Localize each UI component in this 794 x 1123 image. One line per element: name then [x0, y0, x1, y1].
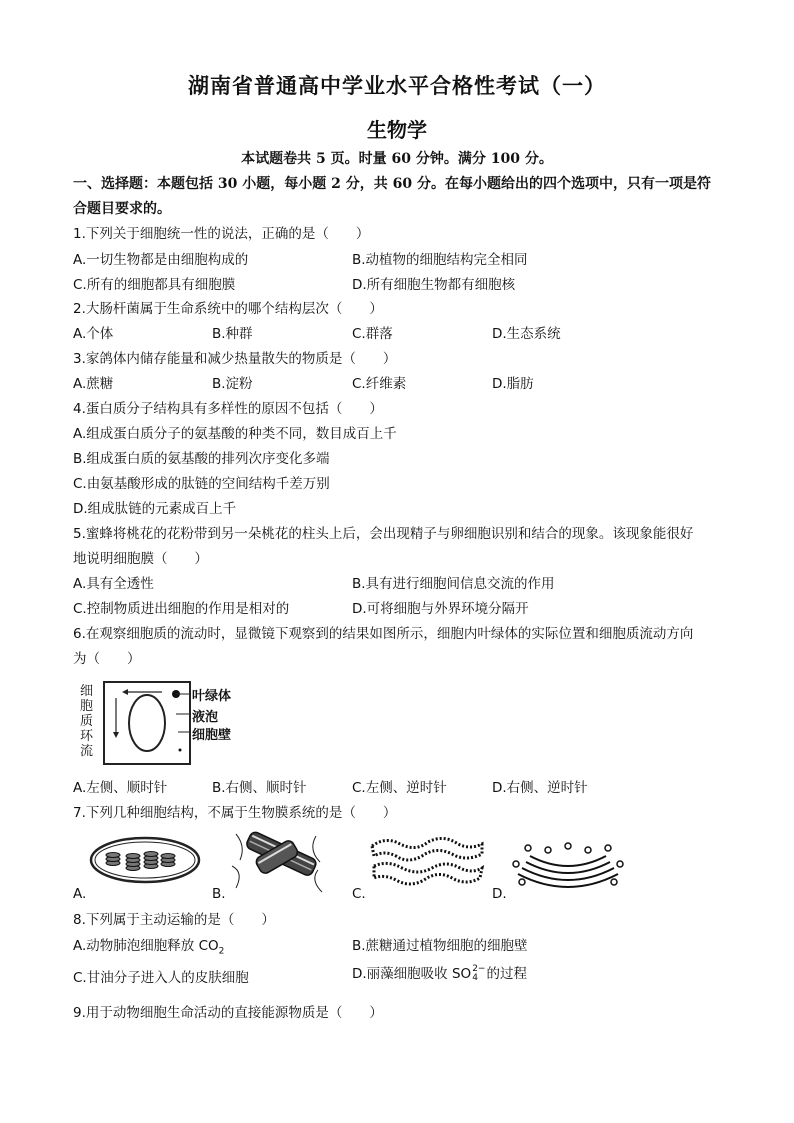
question-6-option-c: C.左侧、逆时针: [352, 780, 447, 796]
question-3-option-c: C.纤维素: [352, 376, 407, 392]
question-5-stem: 5.蜜蜂将桃花的花粉带到另一朵桃花的柱头上后，会出现精子与卵细胞识别和结合的现象。该现象能很好: [73, 526, 694, 542]
question-7-option-c: C.: [352, 886, 366, 902]
exam-note: 本试题卷共 5 页。时量 60 分钟。满分 100 分。: [241, 151, 553, 167]
question-6-stem-cont: 为（ ）: [73, 651, 141, 667]
question-6-option-d: D.右侧、逆时针: [492, 780, 588, 796]
section-heading: 一、选择题：本题包括 30 小题，每小题 2 分，共 60 分。在每小题给出的四个选项中，只有一项是符合题目要求的。: [73, 176, 711, 217]
label-vacuole: 液泡: [192, 710, 219, 725]
question-3-option-b: B.淀粉: [212, 376, 253, 392]
structure-c-image: [366, 832, 488, 892]
subject-title: 生物学: [367, 118, 427, 142]
question-2-option-c: C.群落: [352, 326, 393, 342]
label-chloroplast: 叶绿体: [192, 689, 232, 704]
question-2-option-b: B.种群: [212, 326, 253, 342]
exam-title: 湖南省普通高中学业水平合格性考试（一）: [188, 73, 606, 98]
question-7-stem: 7.下列几种细胞结构，不属于生物膜系统的是（ ）: [73, 805, 397, 821]
question-1-option-a: A.一切生物都是由细胞构成的: [73, 252, 249, 268]
question-7-option-a: A.: [73, 886, 87, 902]
question-5-option-b: B.具有进行细胞间信息交流的作用: [352, 576, 555, 592]
question-6-option-a: A.左侧、顺时针: [73, 780, 168, 796]
question-6-stem: 6.在观察细胞质的流动时，显微镜下观察到的结果如图所示，细胞内叶绿体的实际位置和细胞质流动方向: [73, 626, 694, 642]
question-7-option-d: D.: [492, 886, 507, 902]
question-9-stem: 9.用于动物细胞生命活动的直接能源物质是（ ）: [73, 1005, 383, 1021]
question-5-option-c: C.控制物质进出细胞的作用是相对的: [73, 601, 290, 617]
question-3-stem: 3.家鸽体内储存能量和减少热量散失的物质是（ ）: [73, 351, 397, 367]
structure-a-image: [88, 828, 203, 888]
question-8-option-a: A.动物肺泡细胞释放 $CO_2$: [73, 938, 225, 957]
question-1-stem: 1.下列关于细胞统一性的说法，正确的是（ ）: [73, 226, 370, 242]
question-7-option-b: B.: [212, 886, 226, 902]
question-3-option-d: D.脂肪: [492, 376, 534, 392]
question-6-option-b: B.右侧、顺时针: [212, 780, 307, 796]
question-8-option-d: D.丽藻细胞吸收 SO 2− 4 的过程: [352, 964, 527, 983]
question-4-option-c: C.由氨基酸形成的肽链的空间结构千差万别: [73, 476, 330, 492]
question-5-option-d: D.可将细胞与外界环境分隔开: [352, 601, 529, 617]
question-4-option-a: A.组成蛋白质分子的氨基酸的种类不同，数目成百上千: [73, 426, 397, 442]
question-8-option-c: C.甘油分子进入人的皮肤细胞: [73, 970, 249, 986]
question-8-option-b: B.蔗糖通过植物细胞的细胞壁: [352, 938, 528, 954]
question-5-stem-cont: 地说明细胞膜（ ）: [73, 551, 208, 567]
question-1-option-d: D.所有细胞生物都有细胞核: [352, 277, 516, 293]
question-2-stem: 2.大肠杆菌属于生命系统中的哪个结构层次（ ）: [73, 301, 383, 317]
question-8-stem: 8.下列属于主动运输的是（ ）: [73, 912, 275, 928]
question-5-option-a: A.具有全透性: [73, 576, 154, 592]
question-4-option-d: D.组成肽链的元素成百上千: [73, 501, 237, 517]
question-2-option-a: A.个体: [73, 326, 114, 342]
structure-b-image: [228, 826, 328, 896]
structure-d-image: [508, 840, 628, 890]
figure-left-label: 细 胞 质 环 流: [80, 684, 94, 759]
question-4-stem: 4.蛋白质分子结构具有多样性的原因不包括（ ）: [73, 401, 383, 417]
label-cell-wall: 细胞壁: [192, 728, 232, 743]
question-2-option-d: D.生态系统: [492, 326, 561, 342]
question-1-option-b: B.动植物的细胞结构完全相同: [352, 252, 528, 268]
question-4-option-b: B.组成蛋白质的氨基酸的排列次序变化多端: [73, 451, 330, 467]
question-1-option-c: C.所有的细胞都具有细胞膜: [73, 277, 236, 293]
question-3-option-a: A.蔗糖: [73, 376, 114, 392]
